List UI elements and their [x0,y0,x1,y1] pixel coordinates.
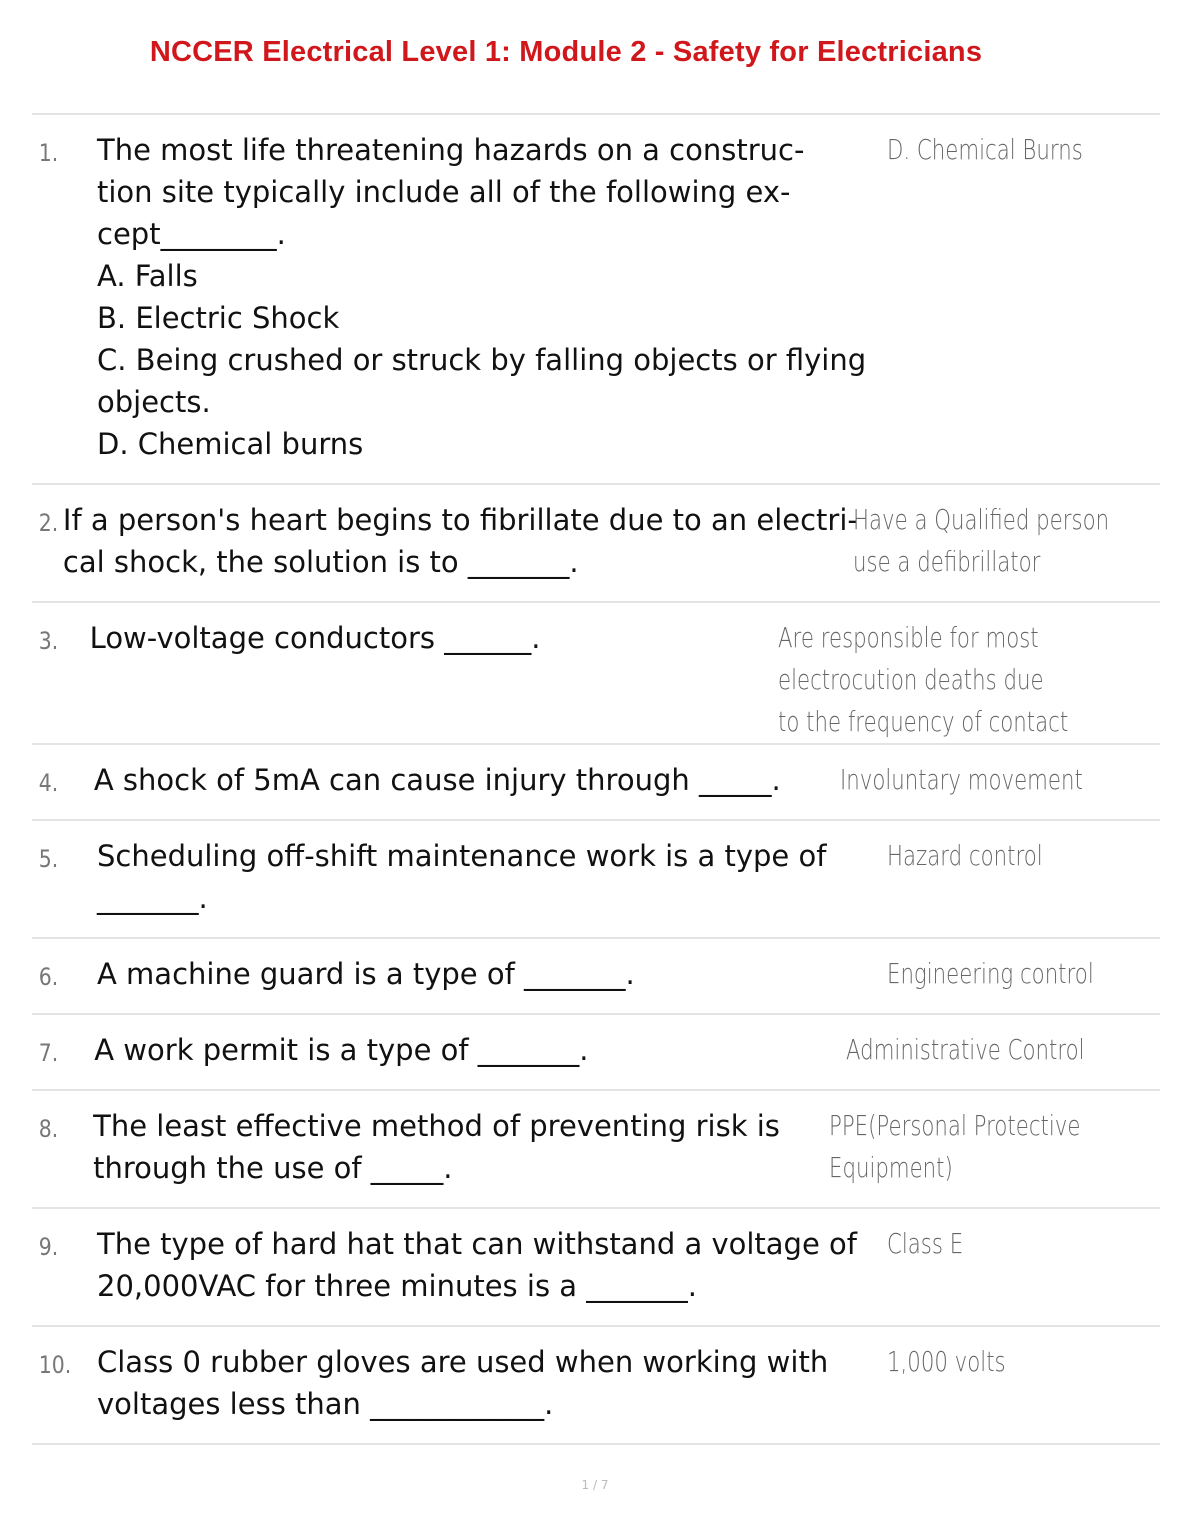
question-line: The most life threatening hazards on a construc- [97,133,805,167]
question-line: tion site typically include all of the following ex- [97,175,791,209]
answer-text: Hazard control [887,839,1043,872]
answer-text: Engineering control [887,957,1094,990]
question-line: If a person's heart begins to fibrillate due to an electri- [62,503,858,537]
question-line: C. Being crushed or struck by falling objects or flying [97,343,867,377]
answer-text: D. Chemical Burns [887,133,1083,166]
answer-text: 1,000 volts [887,1345,1006,1378]
question-row [32,485,1160,603]
question-line: Low-voltage conductors ______. [89,621,541,655]
question-line: D. Chemical burns [97,427,364,461]
question-text [97,115,887,483]
question-number: 5. [38,845,59,873]
question-row [32,1015,1160,1091]
question-line: objects. [97,385,211,419]
answer-text: PPE(Personal Protective Equipment) [829,1109,1081,1184]
question-text [97,1327,887,1443]
question-text [97,1209,887,1325]
question-row [32,1327,1160,1445]
question-row [32,821,1160,939]
question-line: A work permit is a type of _______. [94,1033,589,1067]
question-line: _______. [97,881,208,915]
question-text [94,745,841,819]
question-row [32,115,1160,485]
question-row [32,603,1160,745]
question-number: 3. [38,627,59,655]
question-number: 6. [38,963,59,991]
question-text [94,1015,846,1089]
question-row [32,745,1160,821]
question-line: The type of hard hat that can withstand a voltage of [97,1227,857,1261]
answer-text: Are responsible for most electrocution deaths due to the frequency of contact [778,621,1069,738]
question-number: 8. [38,1115,59,1143]
question-text [62,485,858,601]
question-line: through the use of _____. [93,1151,453,1185]
question-text [97,821,887,937]
question-table [32,113,1160,1445]
question-text [90,603,778,743]
question-line: A. Falls [97,259,198,293]
question-text [97,939,887,1013]
question-number: 10. [38,1351,72,1379]
question-line: Scheduling off-shift maintenance work is a type of [97,839,827,873]
question-number: 4. [38,769,59,797]
question-row [32,1209,1160,1327]
answer-text: Administrative Control [846,1033,1085,1066]
question-line: Class 0 rubber gloves are used when working with [97,1345,829,1379]
page-number: 1 / 7 [581,1478,609,1492]
question-line: The least effective method of preventing risk is [93,1109,780,1143]
question-line: A machine guard is a type of _______. [97,957,635,991]
question-text [93,1091,829,1207]
question-row [32,1091,1160,1209]
question-number: 2. [38,509,59,537]
question-line: voltages less than ____________. [97,1387,554,1421]
answer-text: Class E [887,1227,964,1260]
page-title: NCCER Electrical Level 1: Module 2 - Safety for Electricians [149,36,983,68]
answer-text: Involuntary movement [840,763,1084,796]
question-line: cept________. [97,217,286,251]
question-line: cal shock, the solution is to _______. [62,545,579,579]
question-number: 7. [38,1039,59,1067]
question-line: 20,000VAC for three minutes is a _______. [97,1269,697,1303]
question-line: B. Electric Shock [97,301,340,335]
question-number: 9. [38,1233,59,1261]
question-row [32,939,1160,1015]
answer-text: Have a Qualified person use a defibrillator [852,503,1110,578]
question-line: A shock of 5mA can cause injury through _____. [93,763,781,797]
question-number: 1. [38,139,59,167]
